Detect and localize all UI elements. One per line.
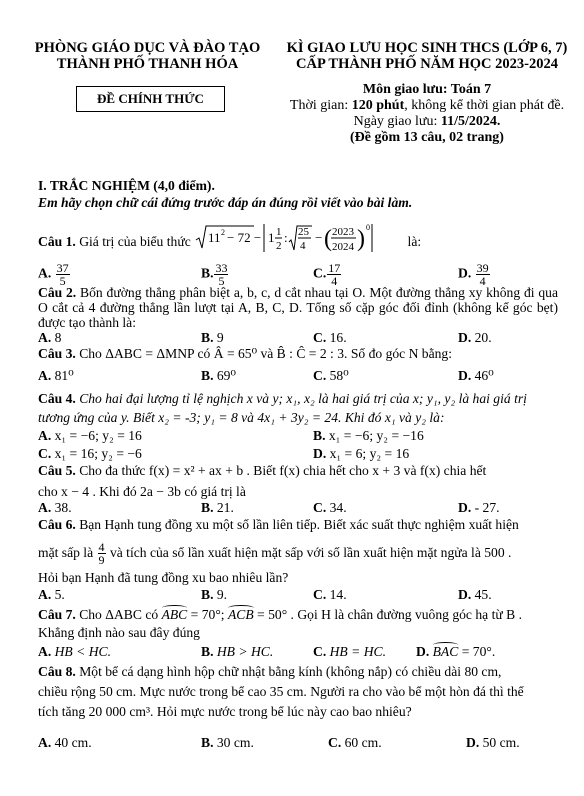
q1-options — [38, 254, 558, 288]
q8-option-b[interactable]: B. 30 cm. — [201, 735, 254, 750]
exam-title: KÌ GIAO LƯU HỌC SINH THCS (LỚP 6, 7) — [286, 40, 568, 56]
exam-level: CẤP THÀNH PHỐ NĂM HỌC 2023-2024 — [296, 56, 558, 72]
q2-option-c[interactable]: C. 16. — [313, 330, 347, 345]
q5-option-a[interactable]: A. 38. — [38, 500, 72, 515]
question-6-line2: mặt sấp là $\frac{4}{9}$ và tích của số lần xuất hiện mặt sấp với số lần xuất hiện mặt ngửa là 500 . — [38, 540, 512, 568]
q7-option-d[interactable]: D. BAC = 70°. — [416, 644, 496, 659]
question-2: Câu 2. Bốn đường thẳng phân biệt a, b, c, d cắt nhau tại O. Một đường thẳng xy không đi qua O cắt cả 4 đường thẳng lần lượt tại A, B, C, D. Tổng số cặp góc đối đỉnh (không kể góc bẹt) được tạo thành là: — [38, 285, 558, 330]
angle-acb: ACB — [227, 607, 254, 622]
question-3: Câu 3. Cho ΔABC = ΔMNP có Â = 65⁰ và B̂ : Ĉ = 2 : 3. Số đo góc N bằng: — [38, 346, 453, 361]
q1-option-c[interactable]: C. $\frac{17}{4}$ — [313, 261, 341, 288]
question-1: Câu 1. Giá trị của biểu thức 11 2 − 72 − 1 1 2 : 25 4 − ( 2023 2024 ) 0 là: — [38, 220, 421, 266]
q6-option-c[interactable]: C. 14. — [313, 587, 347, 602]
department-name: PHÒNG GIÁO DỤC VÀ ĐÀO TẠO — [34, 40, 261, 56]
q4-option-b[interactable]: B. x₁ = −6; y₂ = −16 — [313, 428, 424, 443]
q1-option-b[interactable]: B. $\frac{33}{5}$ — [201, 261, 228, 288]
question-5: Câu 5. Cho đa thức f(x) = x² + ax + b . Biết f(x) chia hết cho x + 3 và f(x) chia hết — [38, 463, 487, 478]
svg-text:2: 2 — [276, 240, 282, 252]
section-instruction: Em hãy chọn chữ cái đứng trước đáp án đúng rồi viết vào bài làm. — [38, 195, 413, 210]
question-7: Câu 7. Cho ΔABC có ABC = 70°; ACB = 50° . Gọi H là chân đường vuông góc hạ từ B . — [38, 607, 522, 622]
svg-text:11: 11 — [208, 230, 221, 245]
question-7-line2: Khẳng định nào sau đây đúng — [38, 625, 200, 640]
angle-abc: ABC — [161, 607, 188, 622]
section-title: I. TRẮC NGHIỆM (4,0 điểm). — [38, 178, 215, 193]
q5-option-d[interactable]: D. - 27. — [458, 500, 500, 515]
question-6-line3: Hỏi bạn Hạnh đã tung đồng xu bao nhiêu lần? — [38, 570, 289, 585]
q1-option-a[interactable]: A. $\frac{37}{5}$ — [38, 261, 69, 288]
q2-option-a[interactable]: A. 8 — [38, 330, 62, 345]
q3-option-c[interactable]: C. 58⁰ — [313, 368, 349, 383]
q8-option-d[interactable]: D. 50 cm. — [466, 735, 520, 750]
svg-text:): ) — [357, 226, 366, 252]
q4-option-c[interactable]: C. x₁ = 16; y₂ = −6 — [38, 446, 142, 461]
q4-option-d[interactable]: D. x₁ = 6; y₂ = 16 — [313, 446, 410, 461]
city-name: THÀNH PHỐ THANH HÓA — [56, 56, 239, 72]
q6-option-d[interactable]: D. 45. — [458, 587, 492, 602]
q5-option-c[interactable]: C. 34. — [313, 500, 347, 515]
svg-text:1: 1 — [276, 226, 282, 238]
question-4: Câu 4. Cho hai đại lượng tỉ lệ nghịch x và y; x₁, x₂ là hai giá trị của x; y₁, y₂ là hai giá trị — [38, 391, 527, 406]
question-8-line2: chiều rộng 50 cm. Mực nước trong bể cao 35 cm. Người ra cho vào bể một hòn đá thì thể — [38, 684, 524, 699]
svg-text::: : — [284, 230, 288, 245]
q8-option-c[interactable]: C. 60 cm. — [328, 735, 382, 750]
svg-text:2024: 2024 — [332, 241, 355, 253]
department-header — [30, 40, 265, 72]
q3-option-a[interactable]: A. 81⁰ — [38, 368, 74, 383]
q7-option-c[interactable]: C. HB = HC. — [313, 644, 386, 659]
svg-text:0: 0 — [366, 223, 371, 232]
q5-option-b[interactable]: B. 21. — [201, 500, 234, 515]
pages-note: (Đề gồm 13 câu, 02 trang) — [350, 130, 504, 145]
q8-option-a[interactable]: A. 40 cm. — [38, 735, 92, 750]
time-line: Thời gian: 120 phút, không kể thời gian phát đề. — [289, 98, 565, 113]
q7-option-b[interactable]: B. HB > HC. — [201, 644, 274, 659]
question-8: Câu 8. Một bể cá dạng hình hộp chữ nhật bằng kính (không nắp) có chiều dài 80 cm, — [38, 664, 502, 679]
question-5-line2: cho x − 4 . Khi đó 2a − 3b có giá trị là — [38, 484, 246, 499]
date-line: Ngày giao lưu: 11/5/2024. — [353, 114, 501, 129]
q1-option-d[interactable]: D. $\frac{39}{4}$ — [458, 261, 489, 288]
question-4-line2: tương ứng của y. Biết x₂ = -3; y₁ = 8 và 4x₁ + 3y₂ = 24. Khi đó x₁ và y₂ là: — [38, 410, 445, 425]
svg-text:4: 4 — [300, 240, 306, 252]
q3-option-b[interactable]: B. 69⁰ — [201, 368, 236, 383]
q3-option-d[interactable]: D. 46⁰ — [458, 368, 494, 383]
q2-option-b[interactable]: B. 9 — [201, 330, 224, 345]
exam-header — [270, 40, 584, 72]
svg-text:25: 25 — [298, 226, 310, 238]
svg-text:−: − — [315, 230, 323, 245]
q7-option-a[interactable]: A. HB < HC. — [38, 644, 111, 659]
q6-option-a[interactable]: A. 5. — [38, 587, 65, 602]
q6-probability: $\frac{4}{9}$ — [98, 540, 105, 568]
svg-text:(: ( — [324, 226, 333, 252]
q1-formula — [194, 220, 404, 256]
svg-text:− 72 −: − 72 − — [227, 230, 262, 245]
question-6: Câu 6. Bạn Hạnh tung đồng xu một số lần liên tiếp. Biết xác suất thực nghiệm xuất hiện — [38, 517, 519, 532]
svg-text:2: 2 — [221, 228, 226, 237]
subject-line: Môn giao lưu: Toán 7 — [362, 82, 492, 97]
q4-option-a[interactable]: A. x₁ = −6; y₂ = 16 — [38, 428, 142, 443]
svg-text:1: 1 — [268, 230, 275, 245]
question-8-line3: tích tăng 20 000 cm³. Hỏi mực nước trong bể lúc này cao bao nhiêu? — [38, 704, 412, 719]
official-exam-box: ĐỀ CHÍNH THỨC — [76, 86, 225, 112]
q6-option-b[interactable]: B. 9. — [201, 587, 228, 602]
q2-option-d[interactable]: D. 20. — [458, 330, 492, 345]
svg-text:2023: 2023 — [332, 226, 355, 238]
